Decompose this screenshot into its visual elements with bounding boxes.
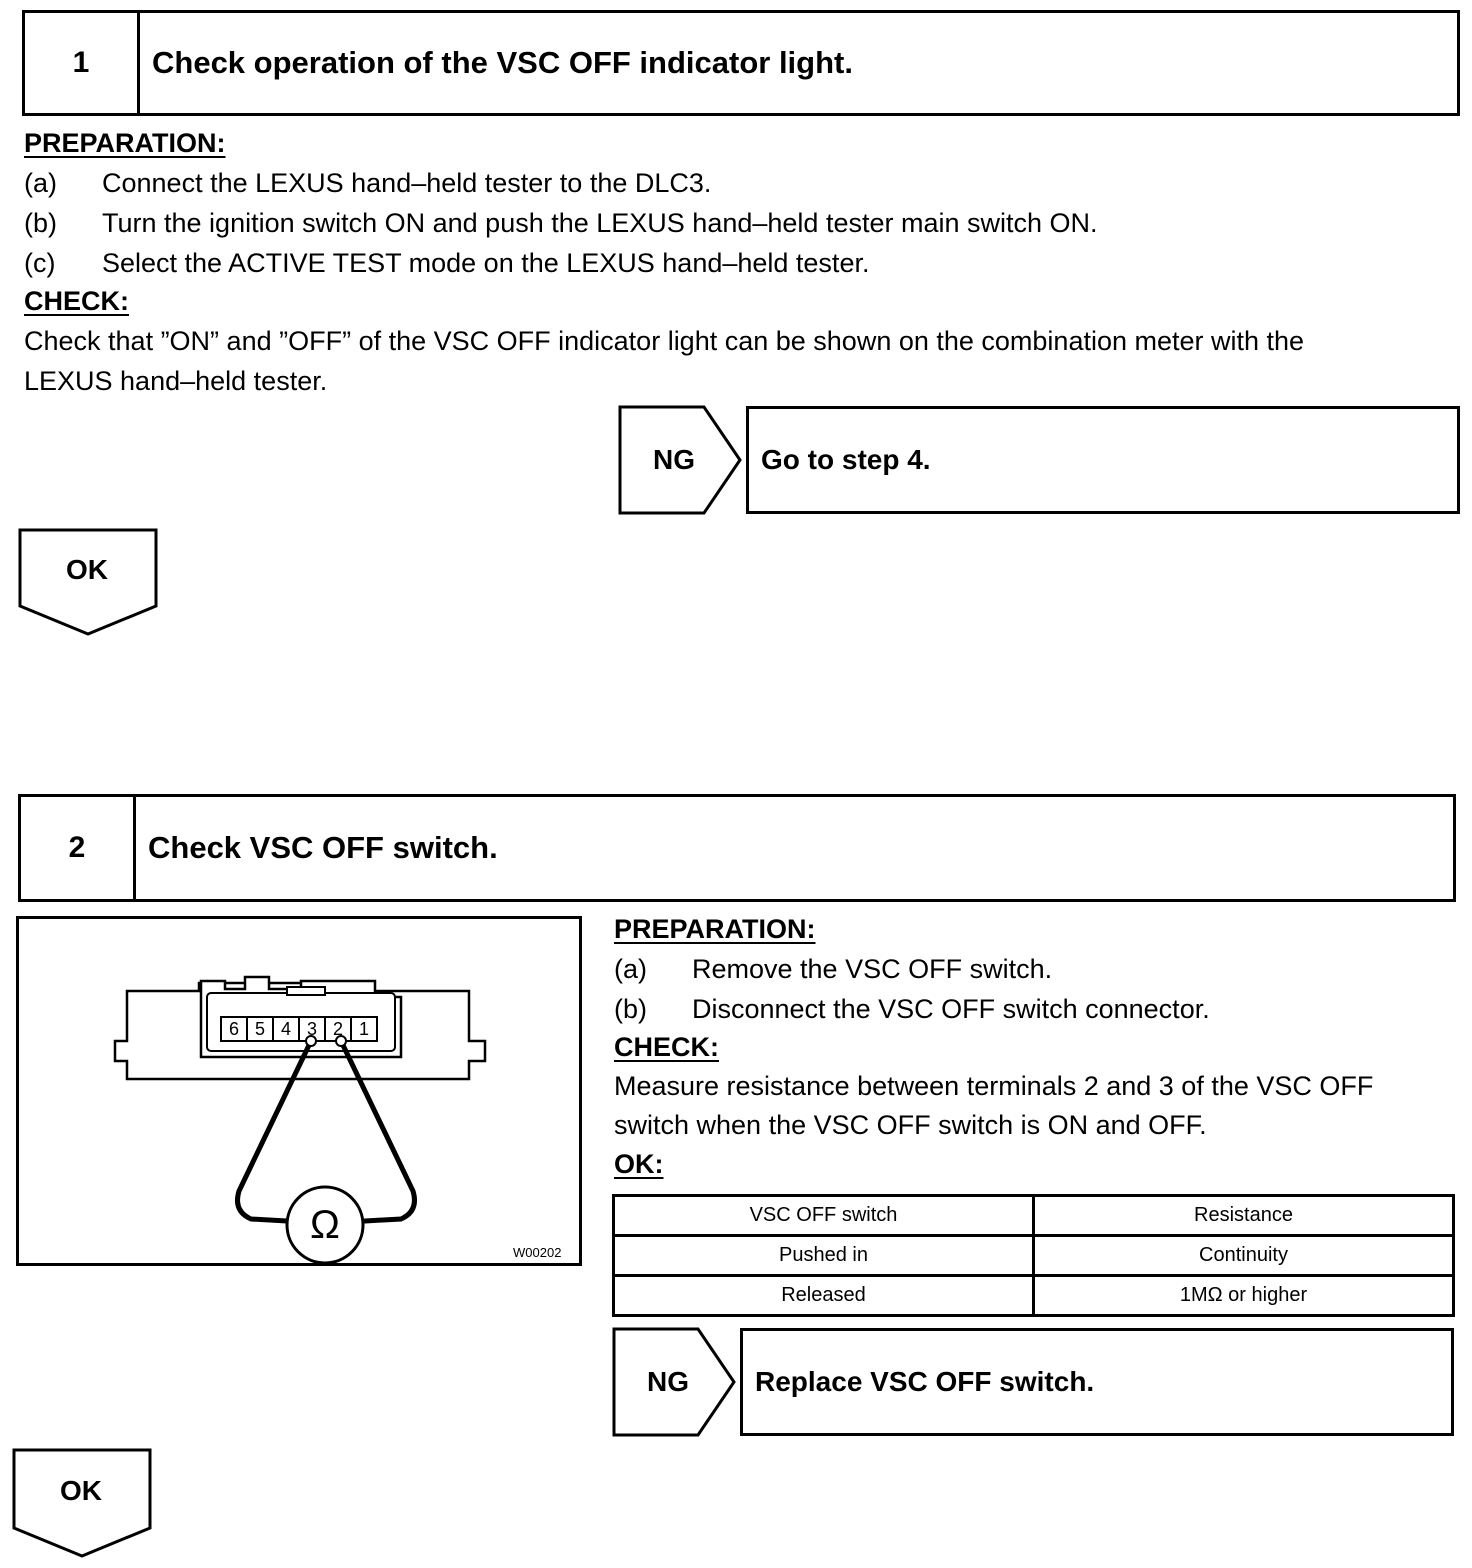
terminal-label-2: 2 [332,1019,343,1039]
terminal-label-5: 5 [254,1019,265,1039]
step2-check-line-2: switch when the VSC OFF switch is ON and OFF. [614,1110,1207,1140]
step2-ok-heading: OK: [614,1149,664,1179]
step2-check-heading: CHECK: [614,1032,719,1062]
step1-prep-tag-c: (c) [24,248,56,278]
step2-header [18,794,1456,902]
table-cell: Continuity [1034,1236,1454,1276]
step2-prep-tag-b: (b) [614,994,647,1024]
step2-prep-item-b [614,994,1210,1025]
step2-prep-text-a: Remove the VSC OFF switch. [692,954,1053,984]
step1-prep-text-a: Connect the LEXUS hand–held tester to the DLC3. [102,168,712,198]
table-cell: Pushed in [614,1236,1034,1276]
step1-prep-text-b: Turn the ignition switch ON and push the LEXUS hand–held tester main switch ON. [102,208,1098,238]
ohm-symbol: Ω [310,1203,340,1247]
step2-ng-label: NG [647,1366,689,1397]
step2-prep-item-a [614,954,1052,985]
step2-ok-label: OK [60,1475,102,1506]
step1-ok-label: OK [66,554,108,585]
step1-check-heading: CHECK: [24,286,129,316]
step1-prep-item-a [24,168,711,199]
table-header-row [614,1196,1454,1236]
step1-prep-tag-a: (a) [24,168,57,198]
table-header-cell: Resistance [1034,1196,1454,1236]
step2-ng-result: Replace VSC OFF switch. [740,1328,1454,1436]
connector-figure [16,916,582,1266]
step1-preparation-heading: PREPARATION: [24,128,226,158]
step2-number: 2 [21,797,136,899]
step1-prep-item-c [24,248,869,279]
step1-ng-result: Go to step 4. [746,406,1460,514]
step1-prep-item-b [24,208,1098,239]
terminal-label-3: 3 [306,1019,317,1039]
step2-prep-tag-a: (a) [614,954,647,984]
step2-check-line-1: Measure resistance between terminals 2 and 3 of the VSC OFF [614,1071,1374,1101]
step2-title: Check VSC OFF switch. [148,830,498,865]
step1-ng-label: NG [653,444,695,475]
table-cell: 1MΩ or higher [1034,1276,1454,1316]
step2-preparation-heading: PREPARATION: [614,914,816,944]
step1-header [22,10,1460,116]
step2-prep-text-b: Disconnect the VSC OFF switch connector. [692,994,1210,1024]
figure-code: W00202 [513,1245,562,1260]
step1-prep-tag-b: (b) [24,208,57,238]
table-row [614,1236,1454,1276]
terminal-label-6: 6 [228,1019,239,1039]
step1-number: 1 [25,13,140,113]
step1-title: Check operation of the VSC OFF indicator light. [152,45,853,80]
table-header-cell: VSC OFF switch [614,1196,1034,1236]
step1-check-line-1: Check that ”ON” and ”OFF” of the VSC OFF indicator light can be shown on the combination meter with the [24,326,1305,356]
table-row [614,1276,1454,1316]
table-cell: Released [614,1276,1034,1316]
resistance-spec-table [612,1194,1455,1317]
step1-prep-text-c: Select the ACTIVE TEST mode on the LEXUS hand–held tester. [102,248,870,278]
terminal-label-1: 1 [358,1019,369,1039]
terminal-label-4: 4 [280,1019,291,1039]
step1-check-line-2: LEXUS hand–held tester. [24,366,328,396]
